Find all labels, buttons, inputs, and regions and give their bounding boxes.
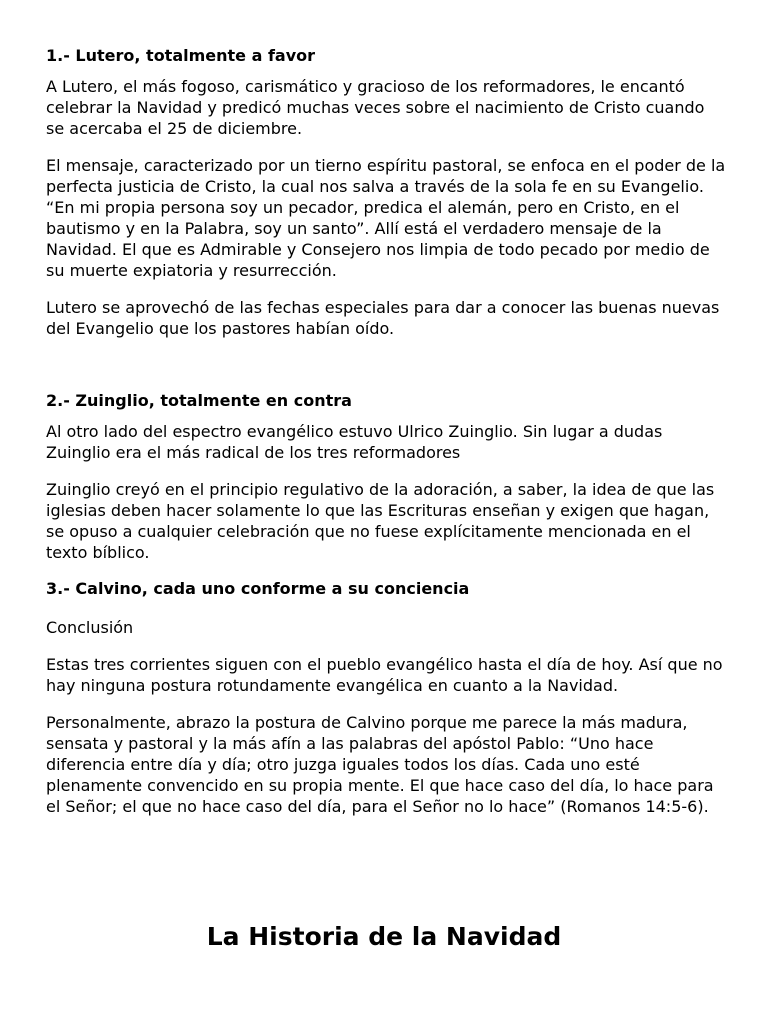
section-heading: 3.- Calvino, cada uno conforme a su conciencia <box>46 579 470 598</box>
paragraph: Personalmente, abrazo la postura de Calvino porque me parece la más madura, sensata y pastoral y la más afín a las palabras del apóstol Pablo: “Uno hace diferencia entre día y día; otro juzga iguales todos los días. Cada uno esté plenamente convencido en su propia mente. El que hace caso del día, lo hace para el Señor; el que no hace caso del día, para el Señor no lo hace” (Romanos 14:5-6). <box>46 713 714 816</box>
section-zuinglio <box>46 391 726 563</box>
conclusion-label: Conclusión <box>46 618 134 637</box>
document-body <box>46 46 726 833</box>
section-calvino <box>46 579 726 817</box>
paragraph: A Lutero, el más fogoso, carismático y gracioso de los reformadores, le encantó celebrar la Navidad y predicó muchas veces sobre el nacimiento de Cristo cuando se acercaba el 25 de diciembre. <box>46 77 705 138</box>
paragraph: Lutero se aprovechó de las fechas especiales para dar a conocer las buenas nuevas del Evangelio que los pastores habían oído. <box>46 298 720 338</box>
paragraph: Al otro lado del espectro evangélico estuvo Ulrico Zuinglio. Sin lugar a dudas Zuinglio era el más radical de los tres reformadores <box>46 422 663 462</box>
paragraph: Zuinglio creyó en el principio regulativo de la adoración, a saber, la idea de que las iglesias deben hacer solamente lo que las Escrituras enseñan y exigen que hagan, se opuso a cualquier celebración que no fuese explícitamente mencionada en el texto bíblico. <box>46 480 715 562</box>
paragraph: El mensaje, caracterizado por un tierno espíritu pastoral, se enfoca en el poder de la perfecta justicia de Cristo, la cual nos salva a través de la sola fe en su Evangelio. “En mi propia persona soy un pecador, predica el alemán, pero en Cristo, en el bautismo y en la Palabra, soy un santo”. Allí está el verdadero mensaje de la Navidad. El que es Admirable y Consejero nos limpia de todo pecado por medio de su muerte expiatoria y resurrección. <box>46 156 726 280</box>
paragraph: Estas tres corrientes siguen con el pueblo evangélico hasta el día de hoy. Así que no hay ninguna postura rotundamente evangélica en cuanto a la Navidad. <box>46 655 723 695</box>
section-lutero <box>46 46 726 339</box>
section-heading: 1.- Lutero, totalmente a favor <box>46 46 316 65</box>
section-heading: 2.- Zuinglio, totalmente en contra <box>46 391 352 410</box>
section-spacer <box>46 355 726 391</box>
document-title: La Historia de la Navidad <box>206 922 562 951</box>
